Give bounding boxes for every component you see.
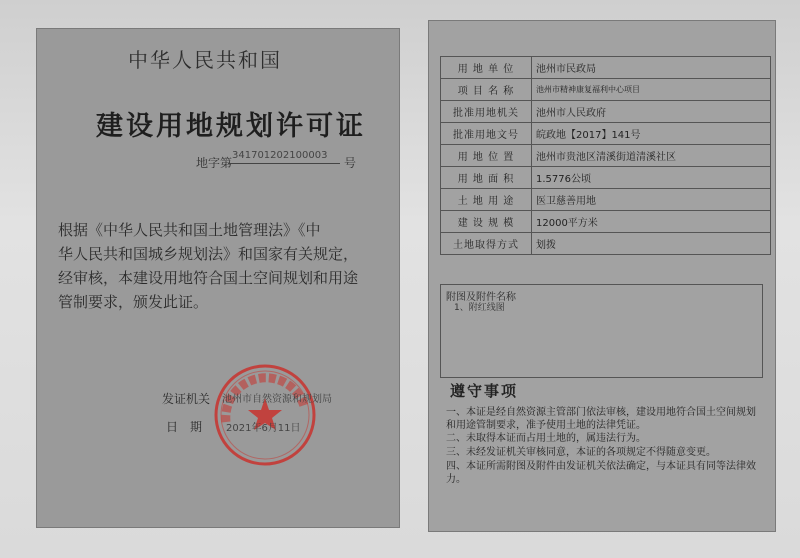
info-row <box>441 211 771 233</box>
info-value: 池州市人民政府 <box>532 101 771 123</box>
body-line-1: 根据《中华人民共和国土地管理法》《中 <box>58 221 321 239</box>
info-value: 划拨 <box>532 233 771 255</box>
info-value: 1.5776公顷 <box>532 167 771 189</box>
info-key: 土 地 用 途 <box>441 189 532 211</box>
info-row <box>441 145 771 167</box>
number-label: 地字第 <box>196 156 233 170</box>
attachments-title: 附图及附件名称 <box>446 292 516 303</box>
info-value: 皖政地【2017】141号 <box>532 123 771 145</box>
info-row <box>441 79 771 101</box>
info-key: 土地取得方式 <box>441 233 532 255</box>
info-key: 用 地 单 位 <box>441 57 532 79</box>
info-row <box>441 233 771 255</box>
info-key: 用 地 面 积 <box>441 167 532 189</box>
certificate-title: 建设用地规划许可证 <box>96 111 366 142</box>
info-key: 项 目 名 称 <box>441 79 532 101</box>
info-row <box>441 167 771 189</box>
issuer-value: 池州市自然资源和规划局 <box>222 394 332 405</box>
certificate-number: 341701202100003 <box>232 150 328 161</box>
info-value: 池州市精神康复福利中心项目 <box>532 79 771 101</box>
info-value: 池州市民政局 <box>532 57 771 79</box>
official-seal <box>212 362 318 468</box>
info-row <box>441 57 771 79</box>
info-key: 批准用地机关 <box>441 101 532 123</box>
land-info-table <box>440 56 771 255</box>
body-line-4: 管制要求，颁发此证。 <box>58 293 209 311</box>
info-value: 医卫慈善用地 <box>532 189 771 211</box>
info-row <box>441 123 771 145</box>
issuer-label: 发证机关 <box>162 392 211 406</box>
number-suffix: 号 <box>344 156 357 170</box>
date-label: 日期 <box>166 420 215 434</box>
notice-item-1: 一、本证是经自然资源主管部门依法审核，建设用地符合国土空间规划和用途管制要求，准予使用土地的法律凭证。 <box>446 407 756 431</box>
body-line-2: 华人民共和国城乡规划法》和国家有关规定， <box>58 245 359 263</box>
info-key: 批准用地文号 <box>441 123 532 145</box>
notice-item-3: 三、未经发证机关审核同意，本证的各项规定不得随意变更。 <box>446 447 716 458</box>
info-row <box>441 189 771 211</box>
attachment-item: 1、附红线图 <box>454 303 505 313</box>
issue-date: 2021年6月11日 <box>226 423 301 434</box>
info-key: 建 设 规 模 <box>441 211 532 233</box>
country-name: 中华人民共和国 <box>128 48 282 72</box>
number-underline <box>228 163 340 164</box>
info-key: 用 地 位 置 <box>441 145 532 167</box>
info-row <box>441 101 771 123</box>
notice-title: 遵守事项 <box>450 382 519 400</box>
body-line-3: 经审核，本建设用地符合国土空间规划和用途 <box>58 269 359 287</box>
info-value: 池州市贵池区清溪街道清溪社区 <box>532 145 771 167</box>
notice-item-2: 二、未取得本证而占用土地的，属违法行为。 <box>446 433 646 444</box>
info-value: 12000平方米 <box>532 211 771 233</box>
notice-item-4: 四、本证所需附图及附件由发证机关依法确定，与本证具有同等法律效力。 <box>446 461 756 485</box>
